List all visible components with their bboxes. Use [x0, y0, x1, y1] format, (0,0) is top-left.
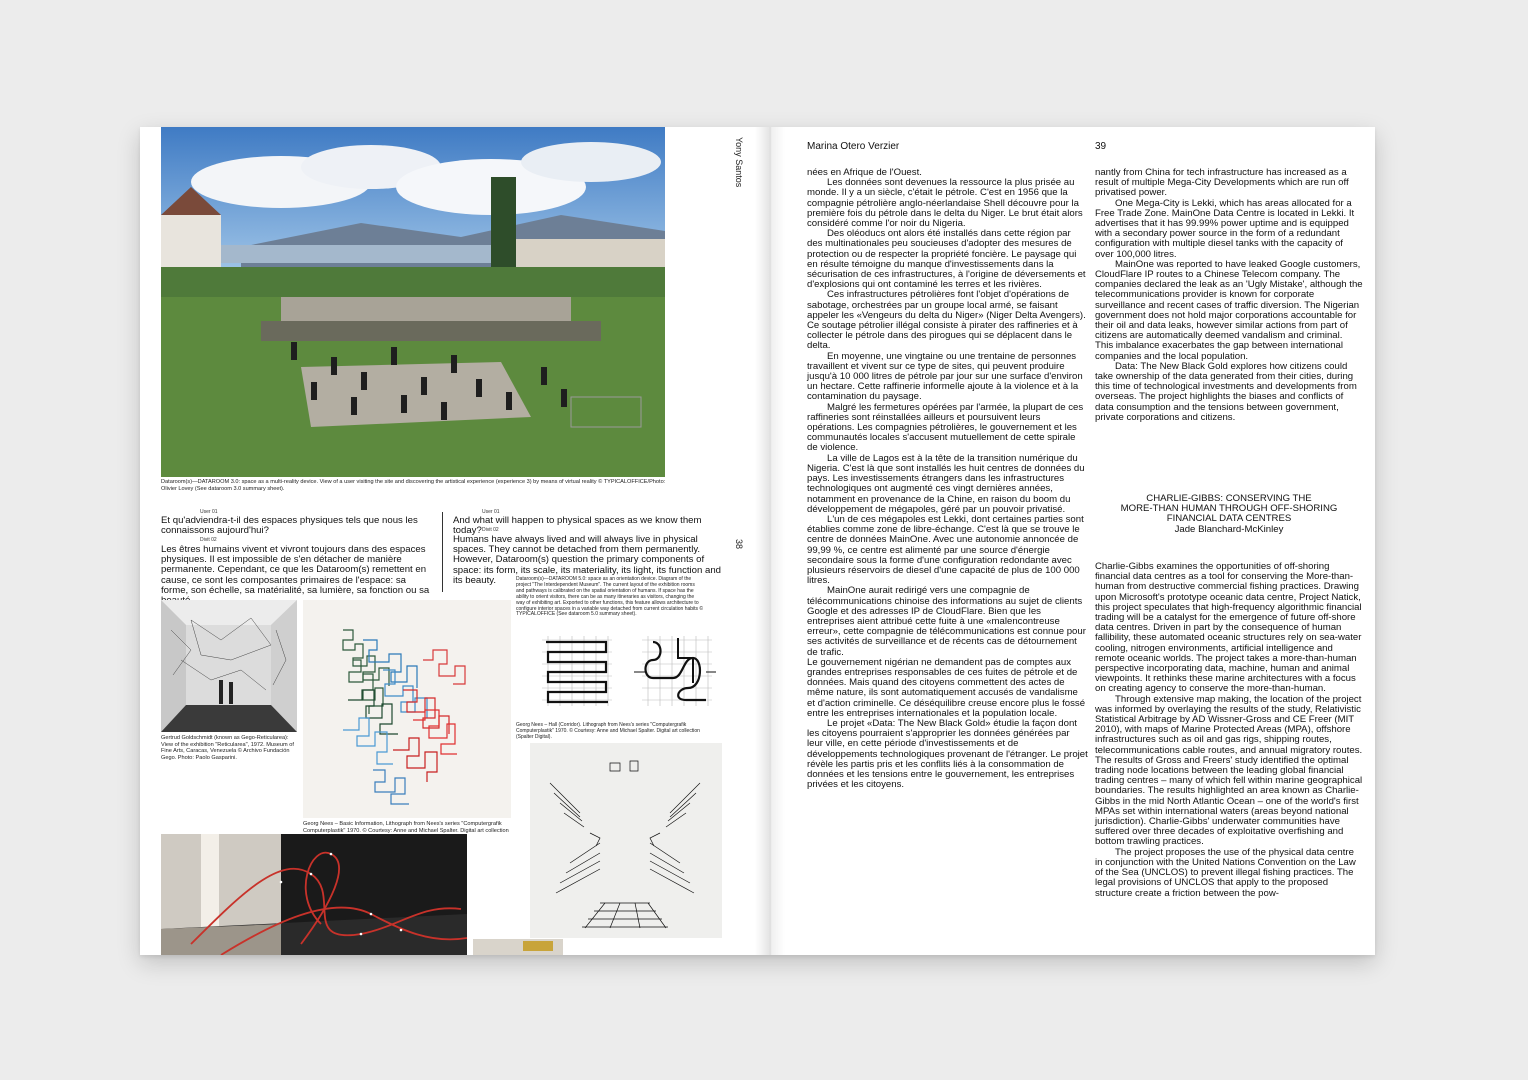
right-page-number: 39 [1095, 141, 1107, 152]
book-gutter [755, 127, 785, 955]
dialogue-en-answer-label: Divit 02 [482, 527, 499, 533]
dialogue-fr-answer: Les êtres humains vivent et vivront toujours dans des espaces physiques. Il est impossible de s'en détacher de manière permanente. Cependant, ce que les Dataroom(s) remettent en cause, ce sont les composantes primaires de l'espace: sa forme, son échelle, sa matérialité, sa lumière, sa fonction ou sa [161, 544, 430, 596]
dialogue-fr-user-label: User 01 [200, 509, 218, 515]
nees-basic-information-artwork [303, 600, 511, 818]
nees-hall-corridor-artwork [530, 743, 722, 938]
left-page-number: 38 [734, 539, 744, 550]
en-paragraph: MainOne was reported to have leaked Google customers, CloudFlare IP routes to a Chinese Telecom company. The companies declared the leak as an 'Ugly Mistake', although the telecommunications provider is known for corporate surveillance and recent cases of traffic diversion. The Nigerian government does not hold major corporations accountable for their oil and data leaks, however similar actions from part of citizens are automatically deemed vandalism and criminal. This imbalance exacerbates the gap between international companies and the local population. [1095, 258, 1363, 362]
dialogue-fr-answer-label: Divit 02 [200, 537, 217, 543]
dialogue-divider [442, 512, 443, 592]
en-paragraph: Through extensive map making, the location of the project was informed by overlaying the results of the study, Relativistic Statistical Arbitrage by AD Wissner-Gross and CE Freer (MIT 2010), with maps of Marine Protected Areas (MPA), offshore infrastructures such as oil and gas rigs, shipping routes, telecommunications cable routes, and annual migratory routes. The results of Gross and Freers' study identified the optimal trading node locations between the leading global financial trading centres – many of which fell within marine geographical boundaries. The results highlighted an area known as Charlie-Gibbs in the mid North Atlantic Ocean – one of the world's first MPAs set within international waters (areas beyond national jurisdiction). Charlie-Gibbs' underwater communities have suffered over three decades of exploitative overfishing and bottom trawling practices. [1095, 693, 1363, 848]
fr-paragraph: En moyenne, une vingtaine ou une trentaine de personnes travaillent et vivent sur ce type de sites, qui peuvent produire jusqu'à 10 000 litres de pétrole par jour sur une surface d'environ un hectare. Cette raffinerie informelle ajoute à la violence et à la contamination du paysage. [807, 350, 1083, 403]
en-paragraph: Data: The New Black Gold explores how citizens could take ownership of the data generated from their cities, during this time of technological investments and developments from overseas. The project highlights the biases and conflicts of data consumption and the tensions between government, private corporations and citizens. [1095, 360, 1357, 423]
en-paragraph: Charlie-Gibbs examines the opportunities of off-shoring financial data centres as a tool for conserving the More-than-human from destructive commercial fishing practices. Drawing upon Microsoft's prototype oceanic data centre, Project Natick, this project speculates that high-frequency algorithmic financial trading will be a catalyst for the emergence of future off-shore data centres. Driven in part by the consequence of human fallibility, these automated oceanic structures rely on sea-water cooling, nitrogen environments, artificial intelligence and remote oceanic worlds. The project takes a more-than-human perspective incorporating data, machine, human and animal viewpoints. It rethinks these marine architectures with a focus on creating agency to conserve the more-than-human. [1095, 561, 1362, 695]
english-text-top-column [1095, 168, 1363, 423]
right-author-header: Marina Otero Verzier [807, 141, 900, 152]
dialogue-fr-question: Et qu'adviendra-t-il des espaces physiques tels que nous les connaissons aujourd'hui? [161, 515, 418, 537]
fr-paragraph: Malgré les fermetures opérées par l'armée, la plupart de ces raffineries sont réinstallées ailleurs et poursuivent leurs opérations. Les compagnies pétrolières, le gouvernement et les communautés locales s'accusent mutuellement de cette spirale de violence. [807, 401, 1084, 454]
caption-nees-basic: Georg Nees – Basic Information, Lithograph from Nees's series "Computergrafik Computerplastik" 1970. © Courtesy: Anne and Michael Spalter. Digital art collection [303, 821, 509, 834]
en-paragraph: The project proposes the use of the physical data centre in conjunction with the United Nations Convention on the Law of the Sea (UNCLOS) to prevent illegal fishing practices. The legal provisions of UNCLOS that apply to the proposed structure create a friction between the pow- [1095, 846, 1356, 899]
section-author: Jade Blanchard-McKinley [1174, 523, 1284, 535]
dataroom-landscape-photo [161, 127, 665, 477]
top-photo-caption: Dataroom(s)—DATAROOM 3.0: space as a multi-reality device. View of a user visiting the site and discovering the artistical experience (experience 3) by means of virtual reality © TYPICALOFFICE/Photo: Olivier Lovey (See dataroom 3.0 summary sheet). [161, 479, 666, 492]
caption-dataroom5: Dataroom(s)—DATAROOM 5.0: space as an orientation device. Diagram of the project "The Interdependent Museum". The current layout of the exhibition rooms and pathways is calibrated on the spatial orientation of humans. If space has the ability to orient visitors, there can be as many itineraries as visitors, changing the way of exhibiting art. Exported to other functions, this feature allows architecture to configure interior spaces in a variable way detached from current circulation habits © TYPICALOFFICE (See dataroom 5.0 summary sheet). [516, 576, 704, 618]
caption-gego: Gertrud Goldschmidt (known as Gego-Reticularea): View of the exhibition "Reticularea", 1972. Museum of Fine Arts, Caracas, Venezuela © Archivo Fundación Gego. Photo: Paolo Gasparini. [161, 735, 294, 761]
fr-paragraph: Le projet «Data: The New Black Gold» étudie la façon dont les citoyens pourraient s'approprier les données générées par leur ville, en cette période d'investissements et de développements technologiques provenant de l'étranger. Le projet révèle les partis pris et les conflits liés à la consommation de données et les tensions entre le gouvernement, les entreprises privées et les citoyens. [807, 717, 1088, 791]
fr-paragraph: Des oléoducs ont alors été installés dans cette région par des multinationales peu soucieuses d'adopter des mesures de protection ou de respecter la propriété foncière. Le paysage qui en résulte témoigne du manque d'investissements dans la sécurisation de ces infrastructures, à l'origine de déversements et d'explosions qui ont contaminé les terres et les rivières. [807, 228, 1086, 291]
fr-paragraph: MainOne aurait redirigé vers une compagnie de télécommunications chinoise des informations au sujet de clients Google et des adresses IP de CloudFlare. Bien que les entreprises aient attribué cette fuite à une «malencontreuse erreur», cette compagnie de télécommunications est connue pour ses activités de surveillance et de récents cas de détournement de trafic. [807, 585, 1086, 658]
en-paragraph: One Mega-City is Lekki, which has areas allocated for a Free Trade Zone. MainOne Data Centre is located in Lekki. It advertises that it has 99.99% power uptime and is equipped with a secondary power source in the form of a redundant configuration with multiple diesel tanks with the capacity of over 100,000 litres. [1095, 197, 1355, 260]
section-title-line: FINANCIAL DATA CENTRES [1166, 513, 1292, 525]
dialogue-en-question: And what will happen to physical spaces as we know them today? [453, 515, 702, 537]
gego-exhibition-photo [161, 600, 297, 732]
book-spread [140, 127, 1375, 955]
section-title-line: MORE-THAN HUMAN THROUGH OFF-SHORING [1120, 503, 1338, 515]
fr-paragraph: La ville de Lagos est à la tête de la transition numérique du Nigeria. C'est là que sont installés les huit centres de données du pays. Les investissements étrangers dans les infrastructures technologiques ont augmenté ces vingt dernières années, notamment en provenance de la Chine, en raison du boom du développement de mégapoles, géré par un pouvoir privatisé. [807, 452, 1085, 515]
section-heading [1095, 494, 1363, 535]
dialogue-en-user-label: User 01 [482, 509, 500, 515]
dialogue-en-answer: Humans have always lived and will always live in physical spaces. They cannot be detached from them permanently. However, Dataroom(s) question the primary components of space: its form, its scale, its materiality, its light, its function and its beauty. [453, 534, 722, 586]
fr-paragraph: nées en Afrique de l'Ouest. [807, 167, 922, 178]
english-text-bottom-column [1095, 562, 1363, 899]
left-running-head: Yony Santos [734, 137, 744, 188]
fr-paragraph: L'un de ces mégapoles est Lekki, dont certaines parties sont établies comme zone de libre-échange. C'est là que se trouve le centre de données MainOne. Avec une autonomie annoncée de 99,99 %, ce centre est alimenté par une source d'énergie secondaire sous la forme d'une configuration redondante avec plusieurs réservoirs de diesel d'une capacité de plus de 100 000 litres. [807, 513, 1084, 587]
caption-nees-hall: Georg Nees – Hall (Corridor). Lithograph from Nees's series "Computergrafik Computerplastik" 1970. © Courtesy: Anne and Michael Spalter. Digital art collection (Spalter Digital). [516, 722, 700, 740]
section-title-line: CHARLIE-GIBBS: CONSERVING THE [1146, 493, 1312, 504]
en-paragraph: nantly from China for tech infrastructure has increased as a result of multiple Mega-City Developments which are run off privatised power. [1095, 167, 1349, 199]
fr-paragraph: Le gouvernement nigérian ne demandent pas de comptes aux grandes entreprises responsables de ces fuites de pétrole et de données. Mais quand des citoyens commettent des actes de même nature, ils sont automatiquement accusés de vandalisme et d'action criminelle. Ce déséquilibre creuse encore plus le fossé entre les entreprises internationales et la population locale. [807, 656, 1086, 719]
dataroom5-diagram [538, 632, 718, 712]
fr-paragraph: Ces infrastructures pétrolières font l'objet d'opérations de sabotage, orchestrées par un groupe local armé, se faisant appeler les «Vengeurs du delta du Niger» (Niger Delta Avengers). Ce soutage pétrolier illégal consiste à pirater des raffineries et à collecter le pétrole dans des pirogues qui se déplacent dans le delta. [807, 289, 1086, 352]
fr-paragraph: Les données sont devenues la ressource la plus prisée au monde. Il y a un siècle, c'était le pétrole. C'est en 1956 que la compagnie pétrolière anglo-néerlandaise Shell découvre pour la première fois du pétrole dans le delta du Niger. Le brut était alors considéré comme l'or noir du Nigeria. [807, 177, 1083, 230]
red-line-installation-photo [161, 834, 467, 955]
french-text-column [807, 168, 1088, 790]
partial-bottom-photo [473, 939, 563, 955]
